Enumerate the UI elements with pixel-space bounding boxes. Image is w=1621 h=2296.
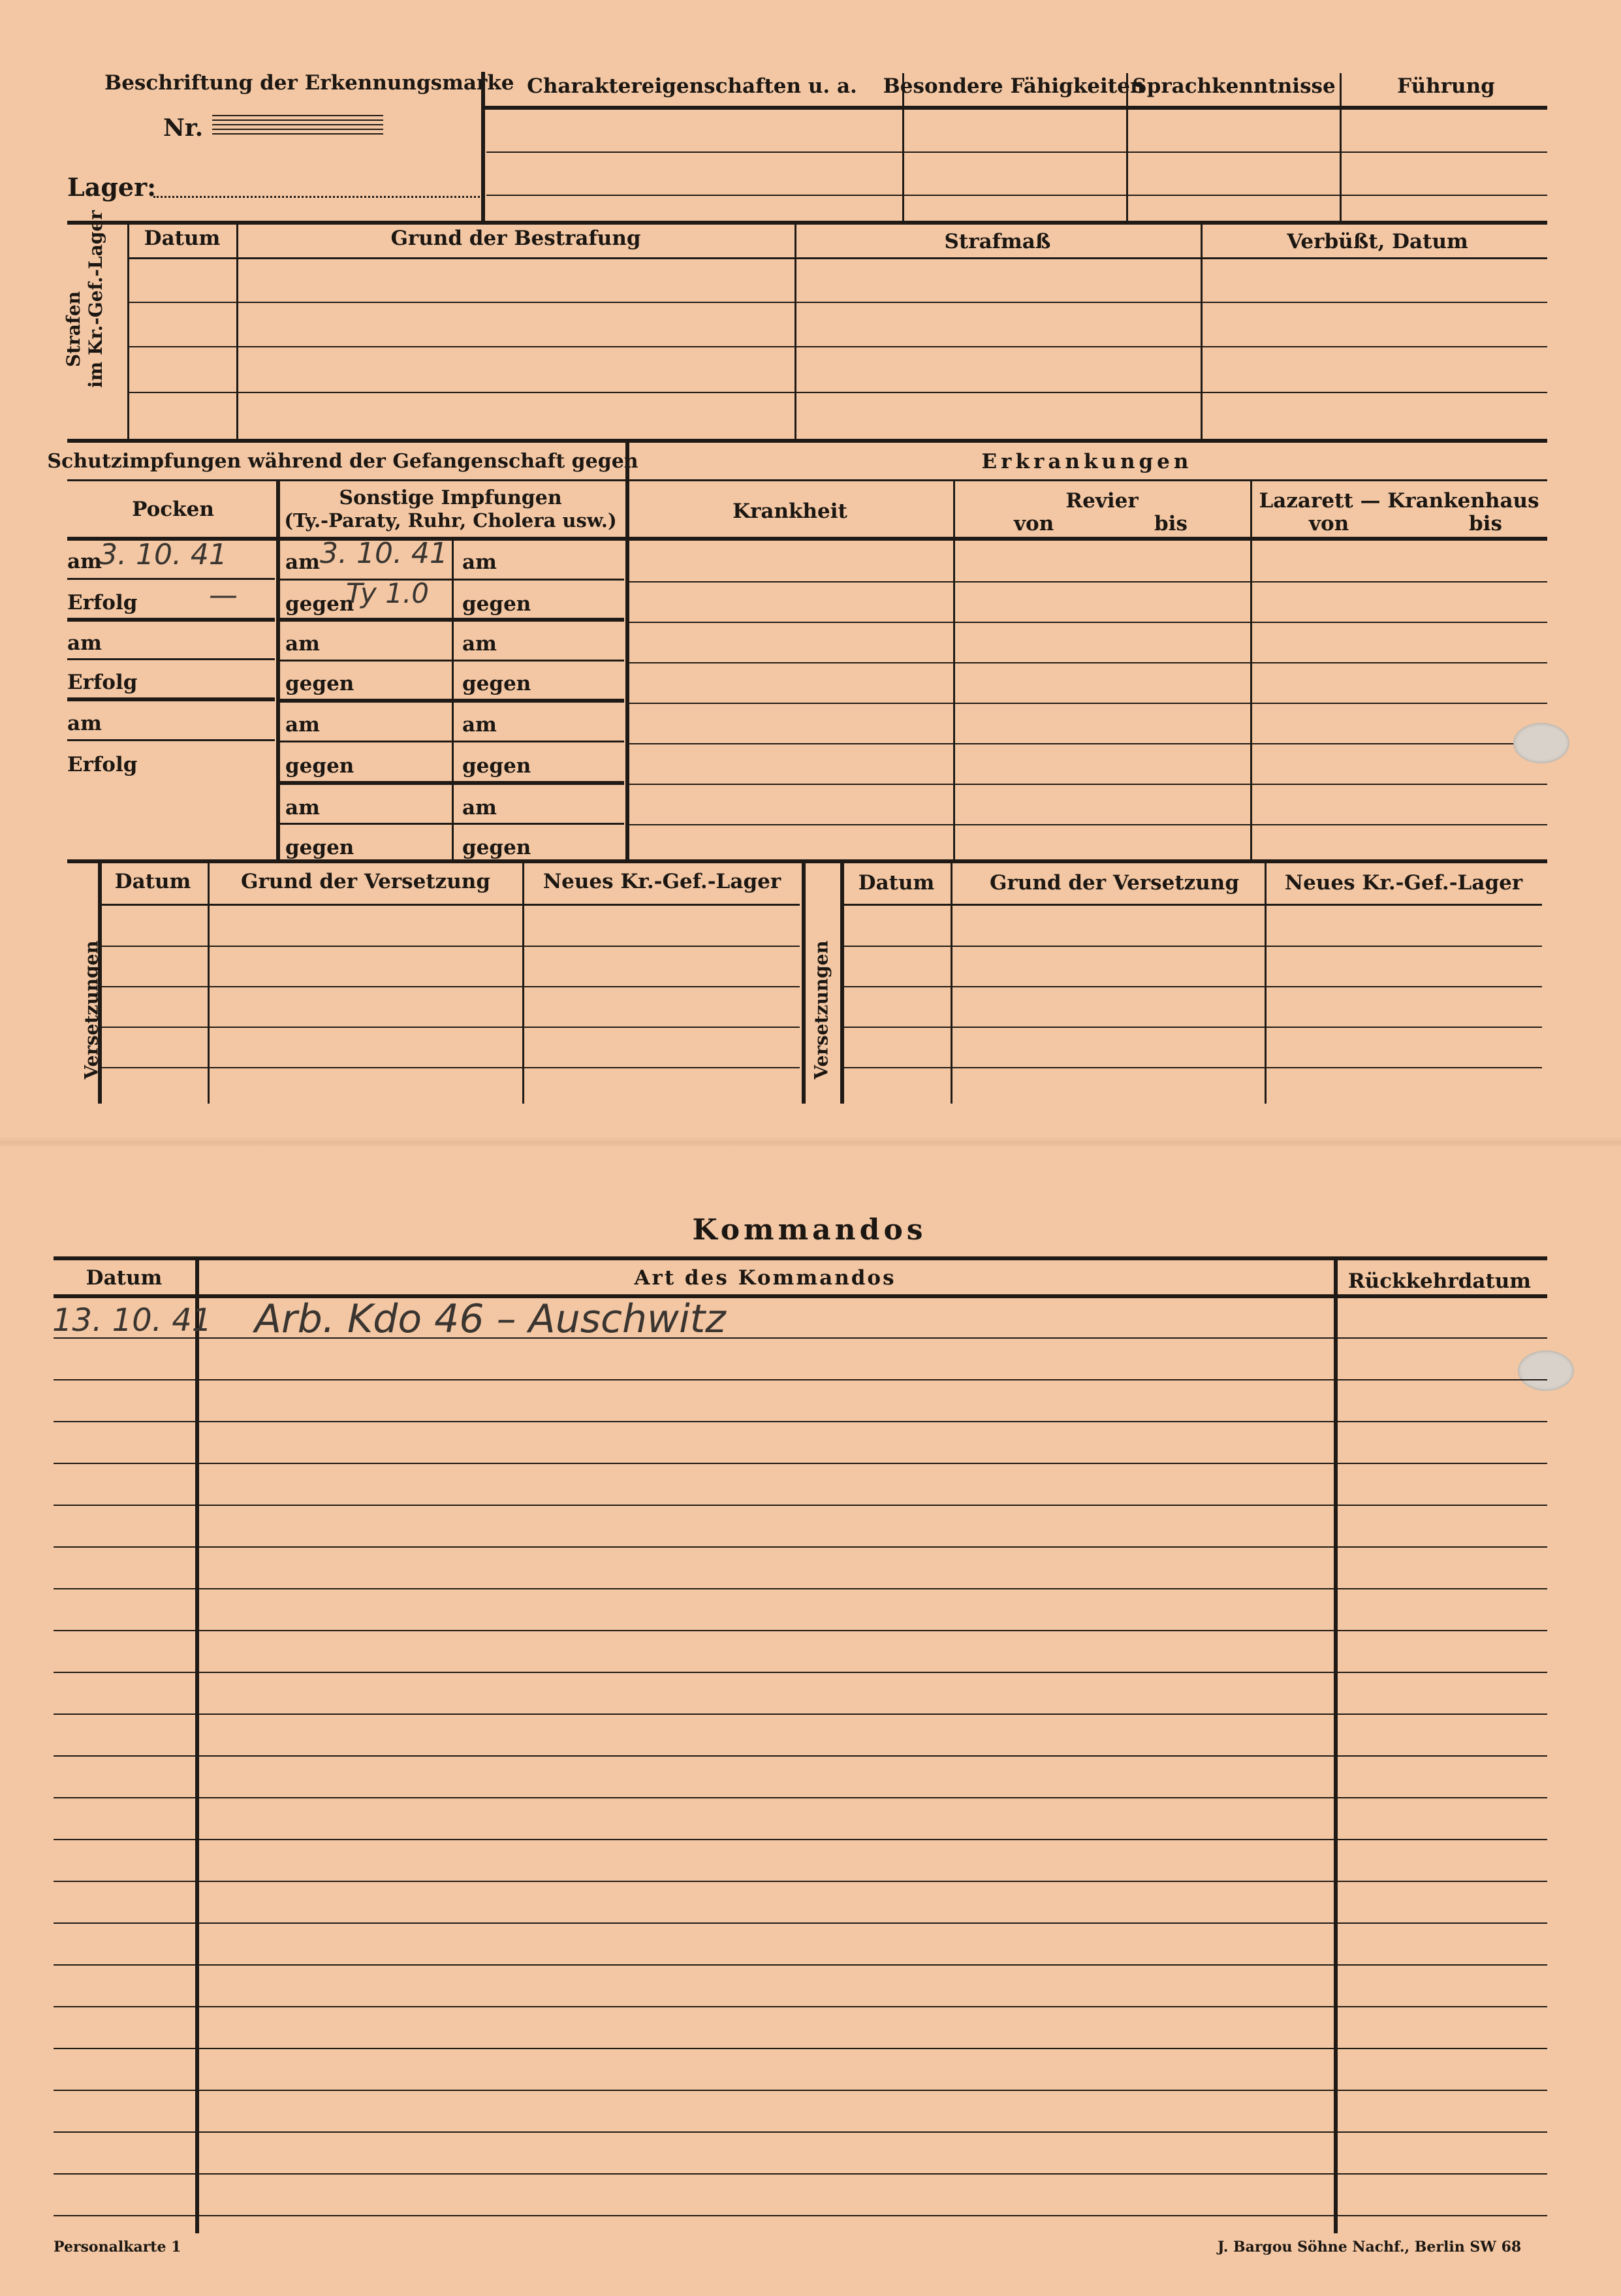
versetz-row-line	[842, 1067, 1542, 1068]
sonst-am-label-3b: am	[462, 713, 497, 737]
sonst-am-label-2: am	[285, 632, 320, 656]
sonst-row-line	[279, 781, 624, 785]
versetz-r-grund: Grund der Versetzung	[990, 871, 1239, 895]
impf-header-bottom	[67, 537, 1547, 541]
sonst-gegen-label: gegen	[285, 592, 354, 616]
versetz-row-line	[100, 1067, 800, 1068]
sonst-row-line	[279, 823, 624, 825]
kommando-row-line	[54, 1714, 1547, 1715]
kommandos-col-art: Art des Kommandos	[634, 1266, 896, 1290]
kommando-row-line	[54, 1505, 1547, 1506]
impf-sonstige-2: (Ty.-Paraty, Ruhr, Cholera usw.)	[284, 509, 617, 532]
punch-hole	[1513, 723, 1569, 763]
kommando-row-line	[54, 1588, 1547, 1589]
footer-left: Personalkarte 1	[54, 2239, 181, 2256]
header-row-line	[486, 195, 1547, 196]
sonst-gegen-label-4b: gegen	[462, 836, 531, 859]
versetz-r-lager: Neues Kr.-Gef.-Lager	[1284, 871, 1523, 895]
impf-title: Schutzimpfungen während der Gefangenschaft gegen	[47, 450, 638, 473]
sonst-row-line	[279, 660, 624, 662]
strafen-col-grund: Grund der Bestrafung	[390, 227, 641, 250]
versetz-row-line	[842, 946, 1542, 947]
erk-row-line	[629, 784, 1547, 785]
strafen-col-sep	[236, 222, 238, 439]
kommando-row-line	[54, 2048, 1547, 2049]
sonst-am-label-4b: am	[462, 796, 497, 820]
kommando-row-line	[54, 2173, 1547, 2175]
kommandos-col-rueckkehr: Rückkehrdatum	[1347, 1269, 1532, 1293]
header-col-sep	[1340, 73, 1342, 221]
kommando-row-line	[54, 1379, 1547, 1380]
sonst-am-entry: 3. 10. 41	[320, 537, 448, 570]
kommando-row-line	[54, 1881, 1547, 1882]
sonst-am-label: am	[285, 550, 320, 574]
strafen-row-line	[129, 302, 1547, 303]
header-rule	[483, 106, 1547, 110]
kommando-row-line	[54, 2215, 1547, 2216]
erk-lazarett-von: von	[1309, 512, 1349, 535]
col-sprachen: Sprachkenntnisse	[1132, 74, 1336, 98]
sonst-row-line	[279, 618, 624, 622]
header-divider	[481, 72, 485, 221]
pocken-erfolg-label-2: Erfolg	[67, 671, 138, 694]
impf-subheader-line	[67, 479, 1547, 481]
strafen-side-label: Strafen im Kr.-Gef.-Lager	[63, 210, 106, 388]
kommando-row-line	[54, 2131, 1547, 2133]
erk-revier: Revier	[1065, 489, 1139, 513]
pocken-am-entry: 3. 10. 41	[99, 538, 227, 571]
versetz-row-line	[100, 1027, 800, 1028]
col-faehigkeiten: Besondere Fähigkeiten	[883, 74, 1145, 98]
kommando-row-datum: 13. 10. 41	[52, 1302, 212, 1339]
lager-field-line	[153, 196, 480, 198]
erk-row-line	[629, 662, 1547, 663]
pocken-am-label-3: am	[67, 712, 102, 735]
sonst-row-line	[279, 579, 624, 581]
impf-erk-divider	[625, 441, 629, 859]
versetz-row-line	[842, 986, 1542, 987]
strafen-row-line	[129, 392, 1547, 393]
kommando-row-art: Arb. Kdo 46 – Auschwitz	[255, 1296, 726, 1342]
kommando-row-line	[54, 2090, 1547, 2091]
versetz-l-header-line	[100, 904, 800, 906]
impf-sonstige-1: Sonstige Impfungen	[339, 486, 562, 509]
versetz-l-lager: Neues Kr.-Gef.-Lager	[543, 870, 781, 893]
erk-lazarett: Lazarett — Krankenhaus	[1259, 489, 1539, 513]
kommandos-top-rule	[54, 1256, 1547, 1260]
strafen-col-sep	[795, 222, 796, 439]
kommando-row-line	[54, 1839, 1547, 1840]
sonst-am-label-b: am	[462, 550, 497, 574]
strafen-col-sep	[1201, 222, 1203, 439]
strafen-row-line	[129, 346, 1547, 347]
pocken-row-line	[67, 618, 275, 622]
kommandos-col-sep	[195, 1259, 199, 2233]
sonst-gegen-label-3b: gegen	[462, 754, 531, 778]
kommando-row-line	[54, 1630, 1547, 1631]
strafen-col-verbuesst: Verbüßt, Datum	[1287, 230, 1468, 253]
nr-label: Nr.	[163, 114, 204, 142]
pocken-erfolg-entry: —	[209, 579, 238, 612]
versetz-row-line	[842, 1027, 1542, 1028]
erkrankungen-title: Erkrankungen	[981, 450, 1193, 473]
kommando-row-line	[54, 1337, 1547, 1339]
sonst-am-label-2b: am	[462, 632, 497, 656]
versetz-l-datum: Datum	[114, 870, 191, 893]
versetz-left-label: Versetzungen	[80, 940, 102, 1079]
versetz-mid-sep	[802, 862, 806, 1104]
strafen-top-rule	[67, 221, 1547, 225]
versetz-top-rule	[67, 859, 1547, 863]
versetz-r-datum: Datum	[858, 871, 935, 895]
erk-row-line	[629, 622, 1547, 623]
kommandos-col-datum: Datum	[86, 1266, 163, 1290]
kommando-row-line	[54, 1964, 1547, 1966]
impf-pocken: Pocken	[132, 498, 214, 521]
pocken-am-label: am	[67, 550, 102, 573]
erk-revier-bis: bis	[1154, 512, 1188, 535]
erk-krankheit: Krankheit	[732, 500, 847, 523]
versetz-right-label: Versetzungen	[810, 940, 832, 1079]
impf-top-rule	[67, 439, 1547, 443]
kommandos-col-sep	[1334, 1259, 1338, 2233]
versetz-row-line	[100, 986, 800, 987]
pocken-am-label-2: am	[67, 631, 102, 655]
kommando-row-line	[54, 2006, 1547, 2007]
erk-row-line	[629, 824, 1547, 825]
sonst-gegen-entry: Ty 1.0	[346, 577, 430, 609]
strafen-col-datum: Datum	[144, 227, 221, 250]
sonst-row-line	[279, 699, 624, 703]
kommando-row-line	[54, 1797, 1547, 1798]
sonst-gegen-label-3: gegen	[285, 754, 354, 778]
sonst-gegen-label-b: gegen	[462, 592, 531, 616]
erkennungsmarke-label: Beschriftung der Erkennungsmarke	[104, 71, 514, 95]
erk-row-line	[629, 703, 1547, 704]
nr-lines	[212, 115, 383, 138]
kommando-row-line	[54, 1546, 1547, 1548]
strafen-side-sep	[127, 222, 129, 439]
erk-lazarett-bis: bis	[1469, 512, 1502, 535]
pocken-row-line	[67, 739, 275, 741]
col-charakter: Charaktereigenschaften u. a.	[527, 74, 857, 98]
erk-row-line	[629, 581, 1547, 582]
erk-revier-von: von	[1014, 512, 1054, 535]
kommando-row-line	[54, 1463, 1547, 1464]
kommando-row-line	[54, 1421, 1547, 1422]
paper-fold	[0, 1138, 1621, 1147]
punch-hole	[1518, 1350, 1574, 1391]
strafen-header-line	[129, 257, 1547, 259]
kommando-row-line	[54, 1922, 1547, 1924]
kommando-row-line	[54, 1755, 1547, 1757]
kommando-row-line	[54, 1672, 1547, 1673]
pocken-row-line	[67, 578, 275, 580]
footer-right: J. Bargou Söhne Nachf., Berlin SW 68	[1218, 2239, 1522, 2256]
sonst-am-label-3: am	[285, 713, 320, 737]
versetz-row-line	[100, 946, 800, 947]
versetz-r-header-line	[842, 904, 1542, 906]
sonst-gegen-label-2: gegen	[285, 672, 354, 695]
strafen-col-strafmass: Strafmaß	[944, 230, 1051, 253]
col-fuehrung: Führung	[1397, 74, 1495, 98]
versetz-l-grund: Grund der Versetzung	[241, 870, 490, 893]
kommandos-title: Kommandos	[692, 1213, 927, 1247]
erk-row-line	[629, 743, 1547, 744]
pocken-erfolg-label: Erfolg	[67, 591, 138, 614]
pocken-row-line	[67, 658, 275, 660]
sonst-gegen-label-4: gegen	[285, 836, 354, 859]
lager-label: Lager:	[67, 172, 157, 202]
sonst-row-line	[279, 741, 624, 742]
pocken-row-line	[67, 697, 275, 701]
header-row-line	[486, 151, 1547, 153]
sonst-gegen-label-2b: gegen	[462, 672, 531, 695]
pocken-erfolg-label-3: Erfolg	[67, 753, 138, 776]
sonst-am-label-4: am	[285, 796, 320, 820]
